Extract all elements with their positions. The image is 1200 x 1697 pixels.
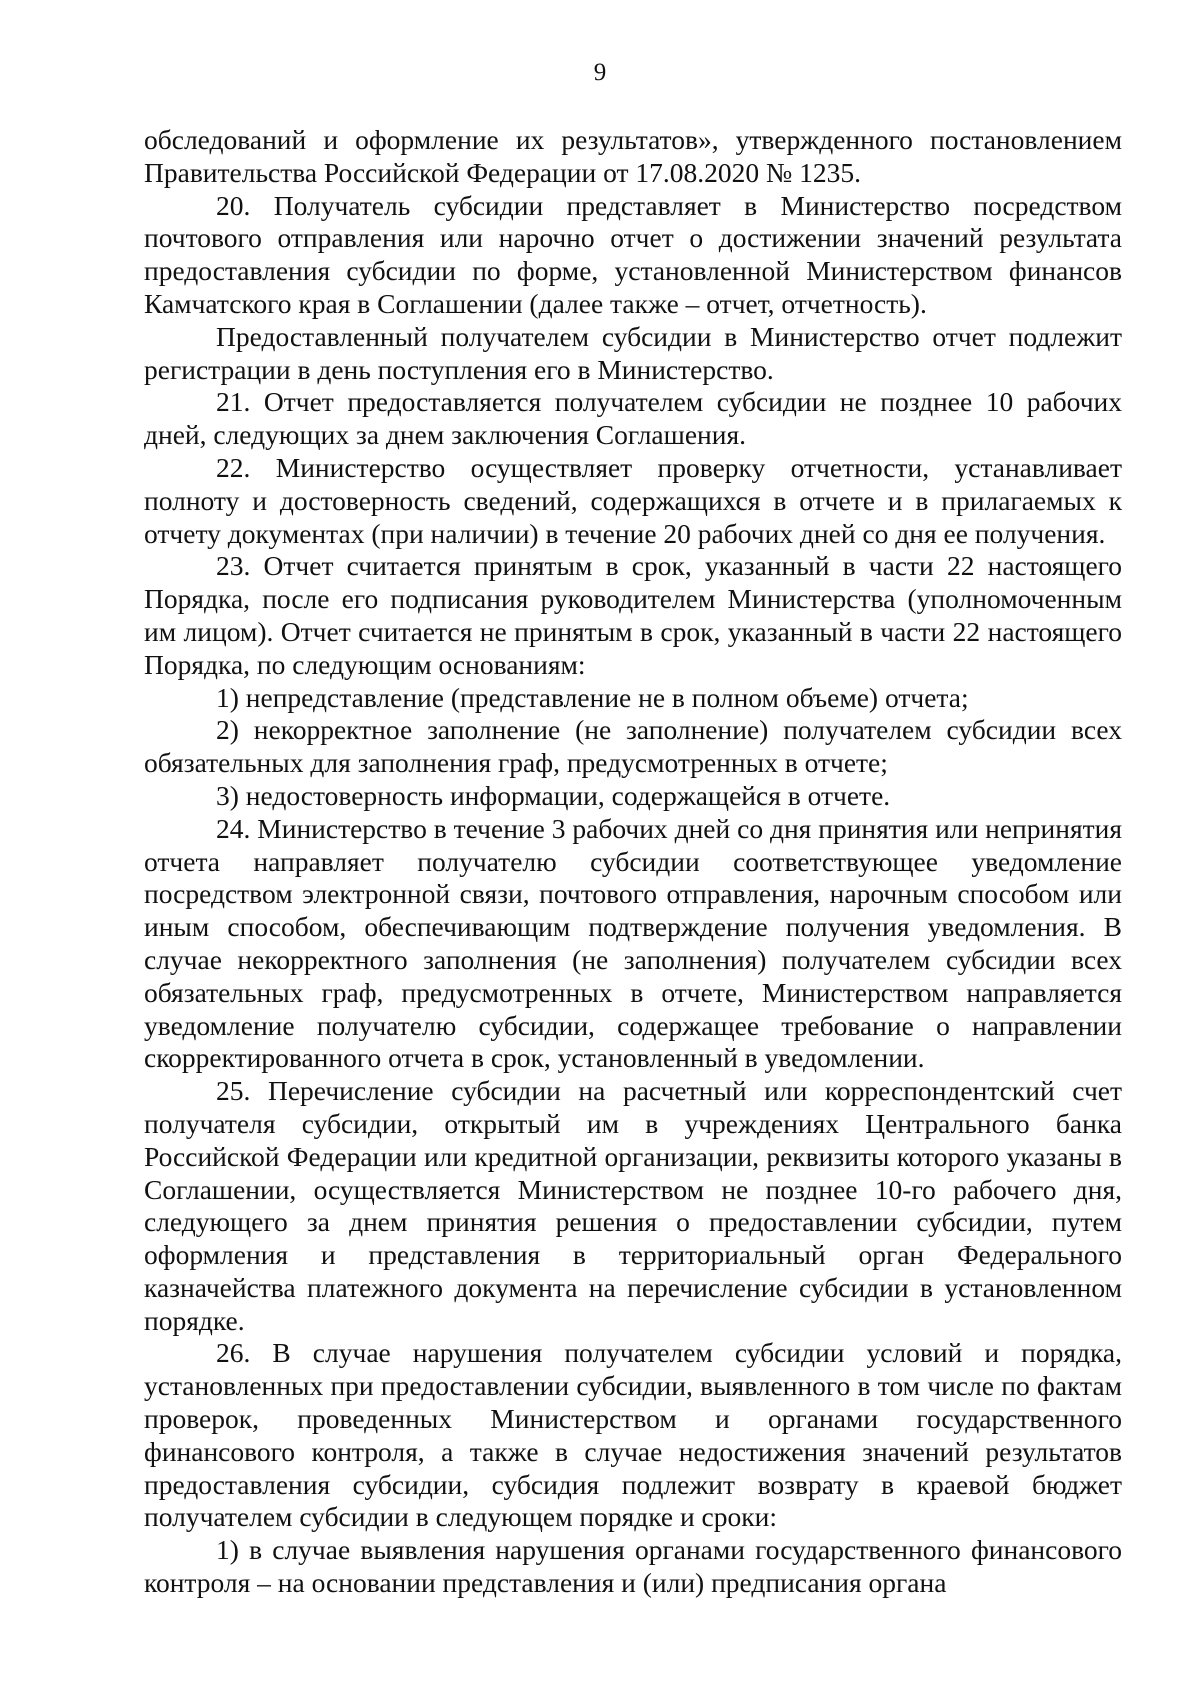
paragraph-item-23-sub-2: 2) некорректное заполнение (не заполнение) получателем субсидии всех обязательных для заполнения граф, предусмотренных в отчете;	[144, 714, 1122, 779]
paragraph-registration: Предоставленный получателем субсидии в Министерство отчет подлежит регистрации в день поступления его в Министерство.	[144, 320, 1122, 385]
paragraph-item-23-sub-3: 3) недостоверность информации, содержащейся в отчете.	[216, 779, 891, 811]
paragraph-item-24: 24. Министерство в течение 3 рабочих дней со дня принятия или непринятия отчета направляет получателю субсидии соответствующее уведомление посредством электронной связи, почтового отправления, нарочным способом или иным способом, обеспечивающим подтверждение получения уведомления. В случае некорректного заполнения (не заполнения) получателем субсидии всех обязательных граф, предусмотренных в отчете, Министерством направляется уведомление получателю субсидии, содержащее требование о направлении скорректированного отчета в срок, установленный в уведомлении.	[144, 812, 1122, 1074]
paragraph-item-22: 22. Министерство осуществляет проверку отчетности, устанавливает полноту и достоверность сведений, содержащихся в отчете и в прилагаемых к отчету документах (при наличии) в течение 20 рабочих дней со дня ее получения.	[144, 451, 1122, 549]
document-body	[144, 124, 1122, 1600]
paragraph-item-23: 23. Отчет считается принятым в срок, указанный в части 22 настоящего Порядка, после его подписания руководителем Министерства (уполномоченным им лицом). Отчет считается не принятым в срок, указанный в части 22 настоящего Порядка, по следующим основаниям:	[144, 550, 1122, 680]
paragraph-item-26: 26. В случае нарушения получателем субсидии условий и порядка, установленных при предоставлении субсидии, выявленного в том числе по фактам проверок, проведенных Министерством и органами государственного финансового контроля, а также в случае недостижения значений результатов предоставления субсидии, субсидия подлежит возврату в краевой бюджет получателем субсидии в следующем порядке и сроки:	[144, 1337, 1122, 1533]
paragraph-item-26-sub-1: 1) в случае выявления нарушения органами государственного финансового контроля – на основании представления и (или) предписания органа	[144, 1534, 1122, 1599]
page-number: 9	[593, 59, 607, 86]
paragraph-item-23-sub-1: 1) непредставление (представление не в полном объеме) отчета;	[216, 681, 969, 713]
paragraph-item-21: 21. Отчет предоставляется получателем субсидии не позднее 10 рабочих дней, следующих за днем заключения Соглашения.	[144, 386, 1122, 451]
paragraph-item-25: 25. Перечисление субсидии на расчетный или корреспондентский счет получателя субсидии, открытый им в учреждениях Центрального банка Российской Федерации или кредитной организации, реквизиты которого указаны в Соглашении, осуществляется Министерством не позднее 10-го рабочего дня, следующего за днем принятия решения о предоставлении субсидии, путем оформления и представления в территориальный орган Федерального казначейства платежного документа на перечисление субсидии в установленном порядке.	[144, 1075, 1122, 1336]
paragraph-continuation: обследований и оформление их результатов», утвержденного постановлением Правительства Российской Федерации от 17.08.2020 № 1235.	[144, 124, 1122, 188]
paragraph-item-20: 20. Получатель субсидии представляет в Министерство посредством почтового отправления или нарочно отчет о достижении значений результата предоставления субсидии по форме, установленной Министерством финансов Камчатского края в Соглашении (далее также – отчет, отчетность).	[144, 189, 1122, 319]
